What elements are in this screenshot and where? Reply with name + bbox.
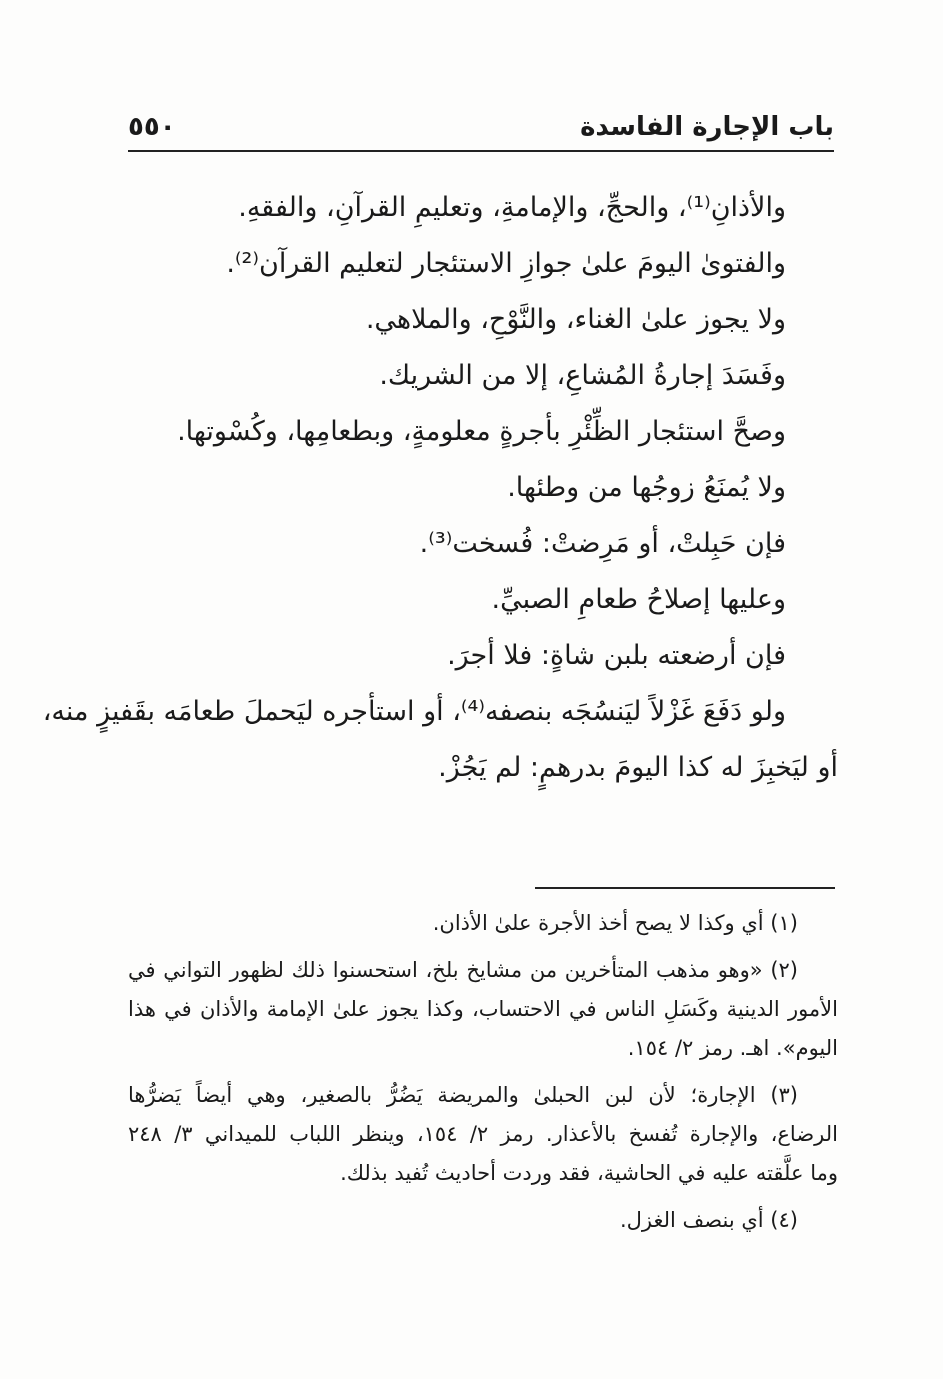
text-line: ولا يجوز علىٰ الغناء، والنَّوْحِ، والملاهي. — [365, 304, 786, 335]
footnote-line: (٤) أي بنصف الغزل. — [620, 1208, 798, 1232]
main-text — [42, 180, 838, 796]
footnote-line: الأمور الدينية وكَسَلِ الناس في الاحتساب، وكذا يجوز علىٰ الإمامة والأذان في هذا — [128, 997, 838, 1021]
text-line: والفتوىٰ اليومَ علىٰ جوازِ الاستئجار لتعليم القرآن⁽²⁾. — [226, 248, 786, 279]
footnote-line: (١) أي وكذا لا يصح أخذ الأجرة علىٰ الأذان. — [432, 911, 798, 935]
text-line: فإن حَبِلتْ، أو مَرِضتْ: فُسخت⁽³⁾. — [419, 528, 786, 559]
footnote-1 — [128, 904, 838, 943]
footnote-separator — [535, 887, 835, 889]
footnote-line: (٣) الإجارة؛ لأن لبن الحبلىٰ والمريضة يَضُرُّ بالصغير، وهي أيضاً يَضرُّها — [128, 1083, 798, 1107]
text-line: فإن أرضعته بلبن شاةٍ: فلا أجرَ. — [447, 640, 786, 671]
text-line: ولو دَفَعَ غَزْلاً ليَنسُجَه بنصفه⁽⁴⁾، أو استأجره ليَحملَ طعامَه بقَفيزٍ منه، — [42, 696, 786, 727]
text-line: وعليها إصلاحُ طعامِ الصبيِّ. — [491, 584, 786, 615]
footnote-line: (٢) «وهو مذهب المتأخرين من مشايخ بلخ، استحسنوا ذلك لظهور التواني في — [128, 958, 798, 982]
footnote-2 — [128, 951, 838, 1068]
footnote-line: اليوم». اهـ. رمز ٢/ ١٥٤. — [627, 1036, 838, 1060]
footnote-4 — [128, 1201, 838, 1240]
page-header — [128, 108, 834, 152]
text-line: وصحَّ استئجار الظِّئْرِ بأجرةٍ معلومةٍ، وبطعامِها، وكُسْوتها. — [177, 416, 786, 447]
text-line: أو ليَخبِزَ له كذا اليومَ بدرهمٍ: لم يَجُزْ. — [438, 752, 838, 783]
text-line: ولا يُمنَعُ زوجُها من وطئها. — [507, 472, 786, 503]
footnotes — [128, 904, 838, 1248]
footnote-line: وما علَّقته عليه في الحاشية، فقد وردت أحاديث تُفيد بذلك. — [340, 1161, 838, 1185]
text-line: والأذانِ⁽¹⁾، والحجِّ، والإمامةِ، وتعليمِ القرآنِ، والفقهِ. — [238, 192, 786, 223]
text-line: وفَسَدَ إجارةُ المُشاعِ، إلا من الشريك. — [379, 360, 786, 391]
running-title: باب الإجارة الفاسدة — [580, 112, 834, 142]
footnote-3 — [128, 1076, 838, 1193]
footnote-line: الرضاع، والإجارة تُفسخ بالأعذار. رمز ٢/ ١٥٤، وينظر اللباب للميداني ٣/ ٢٤٨ — [128, 1122, 838, 1146]
page-number: ٥٥٠ — [128, 112, 176, 142]
